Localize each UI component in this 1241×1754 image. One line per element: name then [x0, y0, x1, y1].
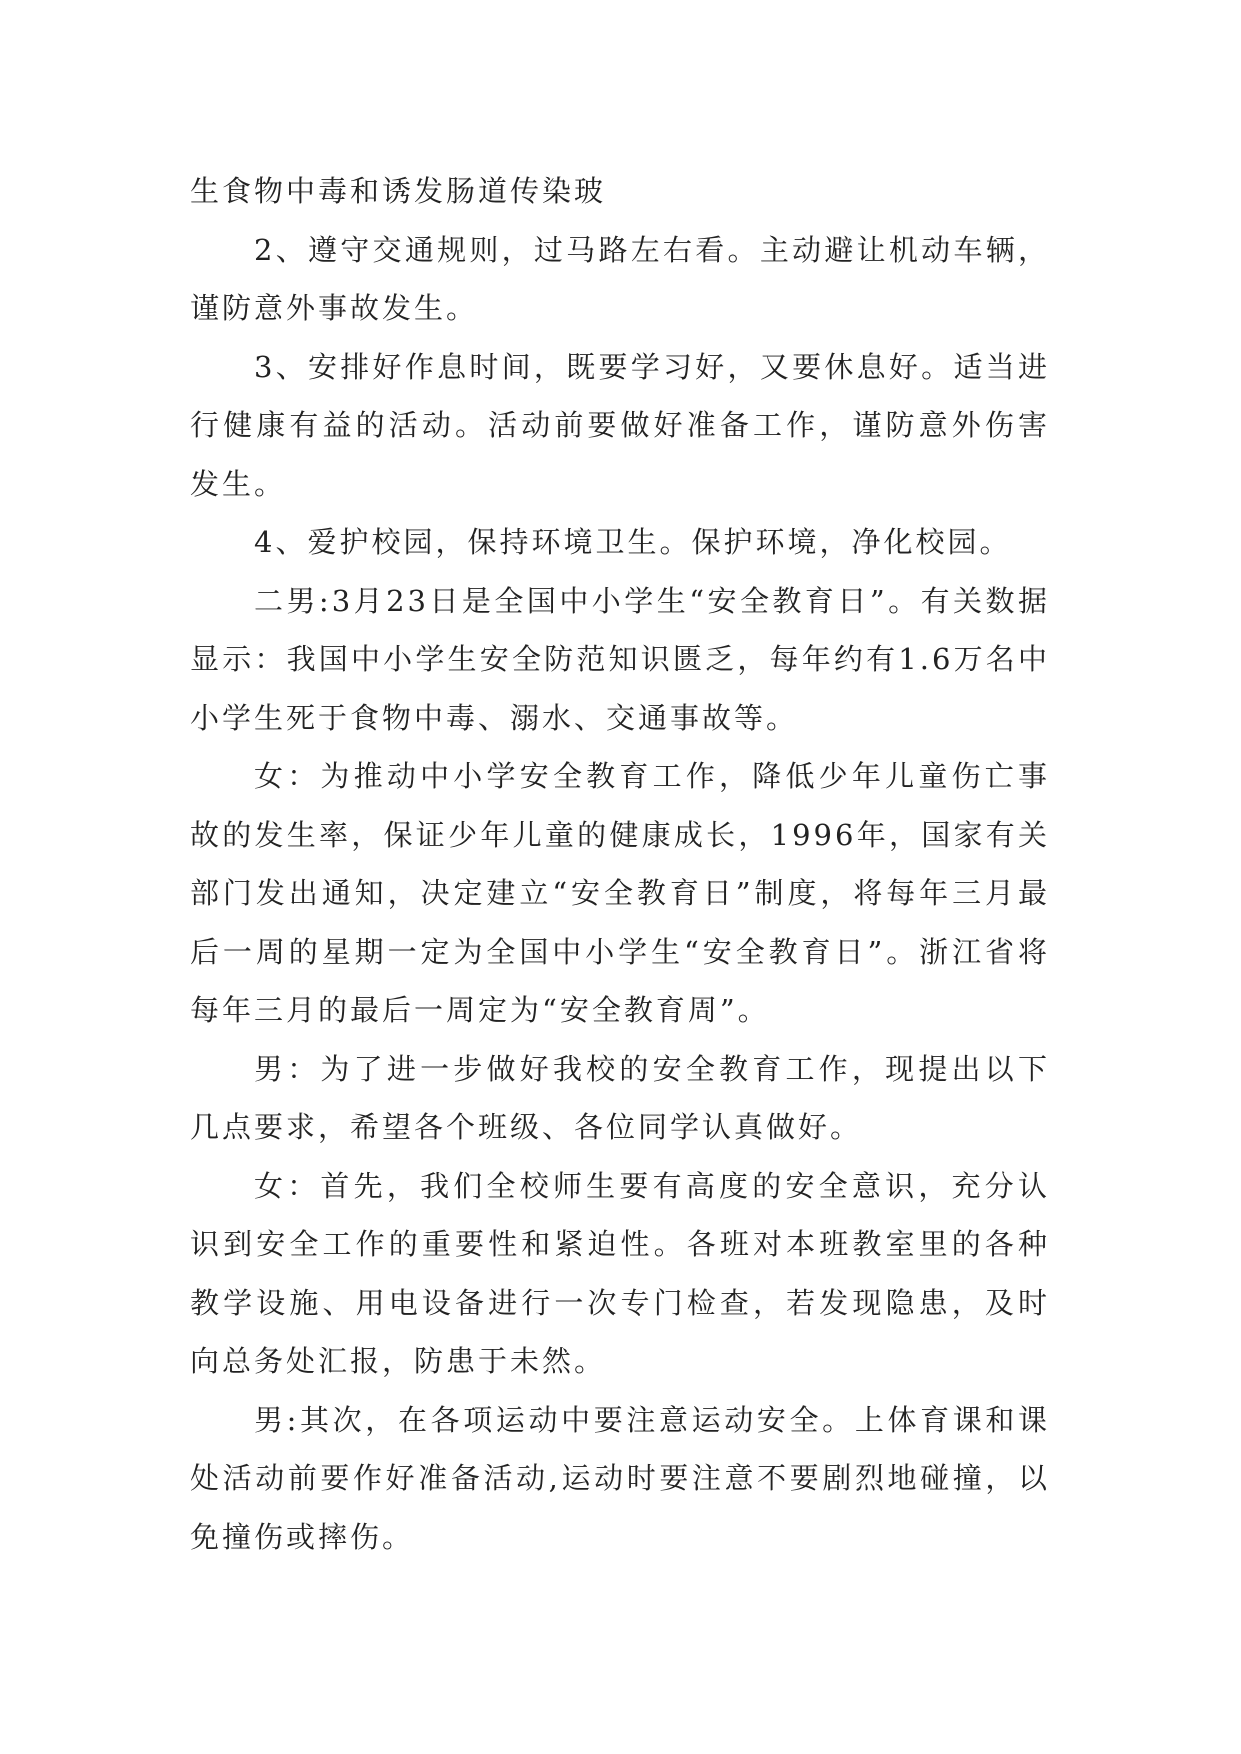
paragraph-4: 4、爱护校园，保持环境卫生。保护环境，净化校园。 — [254, 525, 1012, 559]
paragraph-5: 二男:3月23日是全国中小学生“安全教育日”。有关数据显示：我国中小学生安全防范知识匮乏，每年约有1.6万名中小学生死于食物中毒、溺水、交通事故等。 — [190, 583, 1050, 735]
document-body — [190, 162, 1050, 1566]
paragraph-3: 3、安排好作息时间，既要学习好，又要休息好。适当进行健康有益的活动。活动前要做好准备工作，谨防意外伤害发生。 — [190, 349, 1050, 501]
paragraph-9: 男:其次，在各项运动中要注意运动安全。上体育课和课处活动前要作好准备活动,运动时要注意不要剧烈地碰撞，以免撞伤或摔伤。 — [190, 1402, 1050, 1554]
paragraph-8: 女：首先，我们全校师生要有高度的安全意识，充分认识到安全工作的重要性和紧迫性。各班对本班教室里的各种教学设施、用电设备进行一次专门检查，若发现隐患，及时向总务处汇报，防患于未然。 — [190, 1168, 1050, 1378]
paragraph-2: 2、遵守交通规则，过马路左右看。主动避让机动车辆，谨防意外事故发生。 — [190, 232, 1050, 325]
paragraph-1: 生食物中毒和诱发肠道传染玻 — [190, 174, 607, 208]
paragraph-7: 男：为了进一步做好我校的安全教育工作，现提出以下几点要求，希望各个班级、各位同学认真做好。 — [190, 1051, 1050, 1144]
paragraph-6: 女：为推动中小学安全教育工作，降低少年儿童伤亡事故的发生率，保证少年儿童的健康成长，1996年，国家有关部门发出通知，决定建立“安全教育日”制度，将每年三月最后一周的星期一定为全国中小学生“安全教育日”。浙江省将每年三月的最后一周定为“安全教育周”。 — [190, 759, 1050, 1027]
